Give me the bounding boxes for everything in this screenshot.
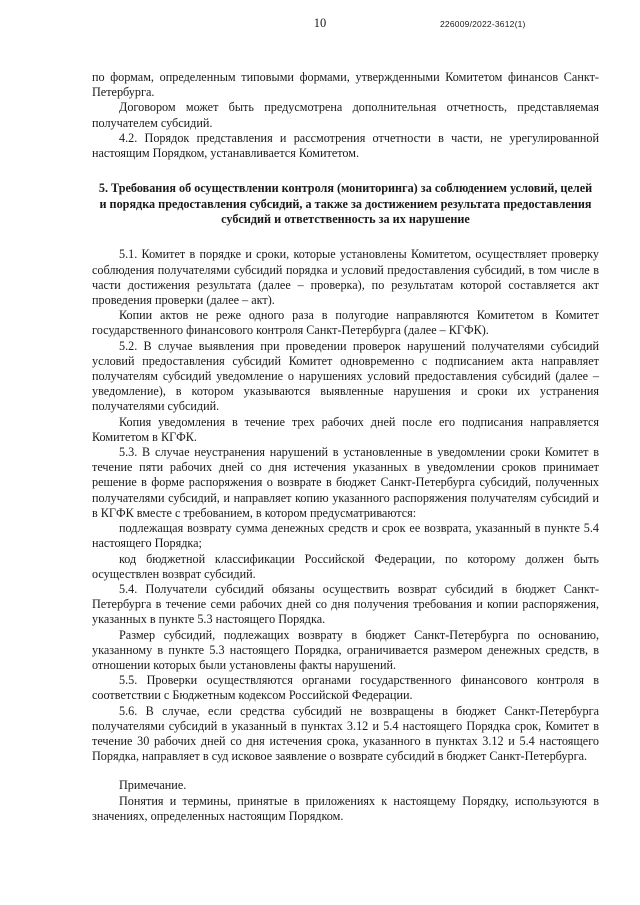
note-label: Примечание.	[119, 778, 187, 793]
paragraph-5-2: 5.2. В случае выявления при проведении проверок нарушений получателями субсидий условий предоставления субсидий Комитет одновременно с подписанием акта направляет получателям субсидий уведомление о нарушениях условий предоставления субсидий (далее – уведомление), в котором указываются выявленные нарушения и сроки их устранения получателями субсидий.	[92, 338, 599, 414]
page-number: 10	[313, 16, 327, 30]
paragraph-notice-copy: Копия уведомления в течение трех рабочих дней после его подписания направляется Комитетом в КГФК.	[92, 414, 599, 444]
paragraph-5-3: 5.3. В случае неустранения нарушений в установленные в уведомлении сроки Комитет в течение пяти рабочих дней со дня истечения указанных в уведомлении сроков принимает решение в форме распоряжения о возврате в бюджет Санкт-Петербурга субсидий, полученных получателями субсидий, и направляет копию указанного распоряжения получателям субсидий и в КГФК вместе с требованием, в котором предусматриваются:	[92, 445, 599, 520]
paragraph-code: код бюджетной классификации Российской Федерации, по которому должен быть осуществлен возврат субсидий.	[92, 551, 599, 581]
paragraph-5-6: 5.6. В случае, если средства субсидий не возвращены в бюджет Санкт-Петербурга получателями субсидий в указанный в пунктах 3.12 и 5.4 настоящего Порядка срок, Комитет в течение 30 рабочих дней со дня истечения срока, указанного в пунктах 3.12 и 5.4 настоящего Порядка, направляет в суд исковое заявление о возврате субсидий в бюджет Санкт-Петербурга.	[92, 703, 599, 764]
paragraph-5-4: 5.4. Получатели субсидий обязаны осуществить возврат субсидий в бюджет Санкт-Петербурга в течение семи рабочих дней со дня получения требования и копии распоряжения, указанных в пункте 5.3 настоящего Порядка.	[92, 581, 599, 627]
paragraph-5-5: 5.5. Проверки осуществляются органами государственного финансового контроля в соответствии с Бюджетным кодексом Российской Федерации.	[92, 673, 599, 703]
paragraph-size: Размер субсидий, подлежащих возврату в бюджет Санкт-Петербурга по основанию, указанному в пункте 5.3 настоящего Порядка, ограничивается размером денежных средств, в отношении которых были установлены факты нарушений.	[92, 627, 599, 672]
paragraph-5-1: 5.1. Комитет в порядке и сроки, которые установлены Комитетом, осуществляет проверку соблюдения получателями субсидий порядка и условий предоставления субсидий, в том числе в части достижения результата (далее – проверка), по результатам которой составляется акт проведения проверки (далее – акт).	[92, 247, 599, 308]
section-5-title: 5. Требования об осуществлении контроля (мониторинга) за соблюдением условий, целей и порядка предоставления субсидий, а также за достижением результата предоставления субсидий и ответственность за их нарушение	[98, 181, 593, 227]
paragraph-amount: подлежащая возврату сумма денежных средств и срок ее возврата, указанный в пункте 5.4 настоящего Порядка;	[92, 521, 599, 551]
paragraph-copies: Копии актов не реже одного раза в полугодие направляются Комитетом в Комитет государственного финансового контроля Санкт-Петербурга (далее – КГФК).	[92, 308, 599, 338]
paragraph-4-2: 4.2. Порядок представления и рассмотрения отчетности в части, не урегулированной настоящим Порядком, устанавливается Комитетом.	[92, 130, 599, 161]
document-body	[92, 70, 599, 824]
note-text: Понятия и термины, принятые в приложениях к настоящему Порядку, используются в значениях, определенных настоящим Порядком.	[92, 793, 599, 823]
paragraph-intro: по формам, определенным типовыми формами, утвержденными Комитетом финансов Санкт-Петербурга.	[92, 70, 599, 100]
paragraph-reporting: Договором может быть предусмотрена дополнительная отчетность, представляемая получателем субсидий.	[92, 100, 599, 130]
document-code: 226009/2022-3612(1)	[440, 19, 526, 29]
